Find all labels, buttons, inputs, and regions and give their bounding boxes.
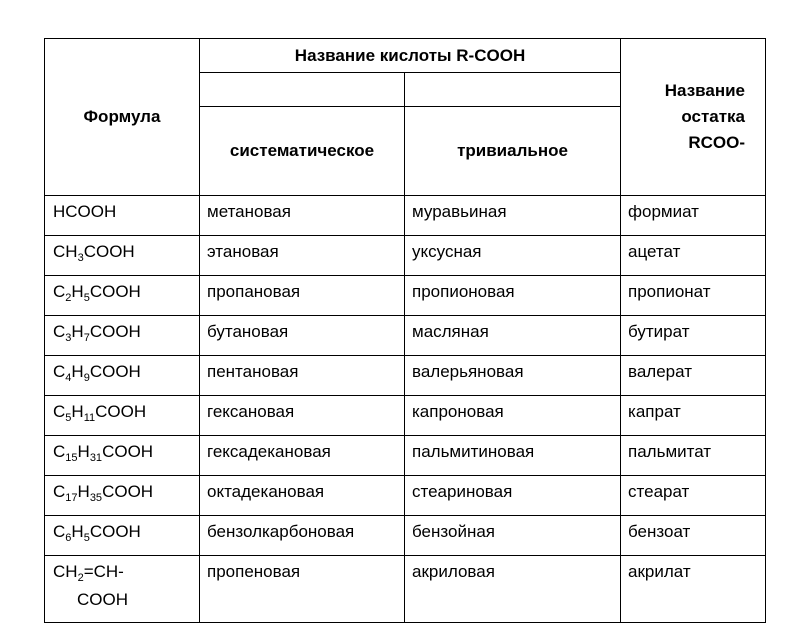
trivial-name-cell: пальмитиновая (405, 436, 621, 476)
formula-part: H (71, 522, 84, 541)
formula-part: COOH (89, 362, 141, 381)
formula-subscript: 2 (77, 572, 84, 584)
formula-part: C (53, 402, 66, 421)
table-row (45, 316, 766, 356)
formula-part: C (53, 482, 66, 501)
formula-part: COOH (102, 482, 154, 501)
table-row (45, 476, 766, 516)
systematic-name-cell: пентановая (200, 356, 405, 396)
trivial-name-cell: муравьиная (405, 196, 621, 236)
formula-cell (45, 476, 200, 516)
trivial-name-cell: акриловая (405, 556, 621, 623)
formula-cell (45, 356, 200, 396)
formula-subscript: 9 (83, 372, 90, 384)
formula-subscript: 2 (65, 292, 72, 304)
formula-part: H (77, 482, 90, 501)
residue-name-cell: бутират (621, 316, 766, 356)
trivial-name-cell: масляная (405, 316, 621, 356)
systematic-name-cell: пропановая (200, 276, 405, 316)
formula-subscript: 3 (65, 332, 72, 344)
formula-part: COOH (95, 402, 147, 421)
header-formula: Формула (45, 39, 200, 196)
formula-part: H (71, 402, 84, 421)
trivial-name-cell: пропионовая (405, 276, 621, 316)
formula-cell (45, 436, 200, 476)
formula-part: C (53, 442, 66, 461)
formula-part: COOH (83, 242, 135, 261)
trivial-name-cell: капроновая (405, 396, 621, 436)
trivial-name-cell: стеариновая (405, 476, 621, 516)
systematic-name-cell: метановая (200, 196, 405, 236)
trivial-name-cell: бензойная (405, 516, 621, 556)
systematic-name-cell: гексадекановая (200, 436, 405, 476)
systematic-name-cell: этановая (200, 236, 405, 276)
formula-subscript: 5 (83, 532, 90, 544)
formula-cell (45, 196, 200, 236)
systematic-name-cell: пропеновая (200, 556, 405, 623)
formula-subscript: 3 (77, 252, 84, 264)
formula-part: COOH (89, 282, 141, 301)
formula-part: H (71, 322, 84, 341)
systematic-name-cell: гексановая (200, 396, 405, 436)
formula-subscript: 35 (89, 492, 103, 504)
systematic-name-cell: бутановая (200, 316, 405, 356)
formula-subscript: 5 (65, 412, 72, 424)
table-row (45, 236, 766, 276)
table-row (45, 196, 766, 236)
formula-part: C (53, 362, 66, 381)
trivial-name-cell: уксусная (405, 236, 621, 276)
table-body (45, 196, 766, 623)
header-empty-cell (200, 73, 405, 107)
formula-part: C (53, 522, 66, 541)
formula-part: HCOOH (53, 202, 117, 221)
trivial-name-cell: валерьяновая (405, 356, 621, 396)
formula-subscript: 5 (83, 292, 90, 304)
residue-name-cell: формиат (621, 196, 766, 236)
residue-name-cell: бензоат (621, 516, 766, 556)
formula-subscript: 6 (65, 532, 72, 544)
residue-name-cell: пальмитат (621, 436, 766, 476)
formula-part: CH (53, 242, 78, 261)
systematic-name-cell: октадекановая (200, 476, 405, 516)
formula-part: =CH- (83, 562, 124, 581)
formula-part: C (53, 322, 66, 341)
formula-part: CH (53, 562, 78, 581)
table-row (45, 396, 766, 436)
formula-cell (45, 556, 200, 623)
formula-part: COOH (102, 442, 154, 461)
formula-part: C (53, 282, 66, 301)
table-row (45, 276, 766, 316)
formula-part: COOH (89, 322, 141, 341)
formula-cell (45, 276, 200, 316)
formula-subscript: 11 (83, 412, 96, 424)
table-row (45, 516, 766, 556)
header-residue-line3: RCOO- (688, 133, 746, 152)
formula-line2: COOH (77, 590, 128, 609)
formula-subscript: 15 (65, 452, 78, 464)
formula-subscript: 7 (83, 332, 90, 344)
formula-subscript: 31 (89, 452, 103, 464)
carboxylic-acids-table (44, 38, 766, 623)
formula-cell (45, 236, 200, 276)
header-residue (621, 39, 766, 196)
residue-name-cell: акрилат (621, 556, 766, 623)
systematic-name-cell: бензолкарбоновая (200, 516, 405, 556)
header-acid-name: Название кислоты R-COOH (200, 39, 621, 73)
header-systematic: систематическое (200, 107, 405, 196)
formula-part: H (77, 442, 90, 461)
residue-name-cell: стеарат (621, 476, 766, 516)
table-row (45, 356, 766, 396)
residue-name-cell: валерат (621, 356, 766, 396)
formula-part: COOH (89, 522, 141, 541)
formula-cell (45, 316, 200, 356)
residue-name-cell: капрат (621, 396, 766, 436)
table-row (45, 556, 766, 623)
formula-part: H (71, 362, 84, 381)
formula-cell (45, 396, 200, 436)
header-trivial: тривиальное (405, 107, 621, 196)
formula-subscript: 4 (65, 372, 72, 384)
formula-subscript: 17 (65, 492, 78, 504)
residue-name-cell: ацетат (621, 236, 766, 276)
formula-part: H (71, 282, 84, 301)
header-empty-cell (405, 73, 621, 107)
formula-cell (45, 516, 200, 556)
residue-name-cell: пропионат (621, 276, 766, 316)
header-residue-line1: Название (664, 81, 746, 100)
table-row (45, 436, 766, 476)
header-residue-line2: остатка (681, 107, 746, 126)
